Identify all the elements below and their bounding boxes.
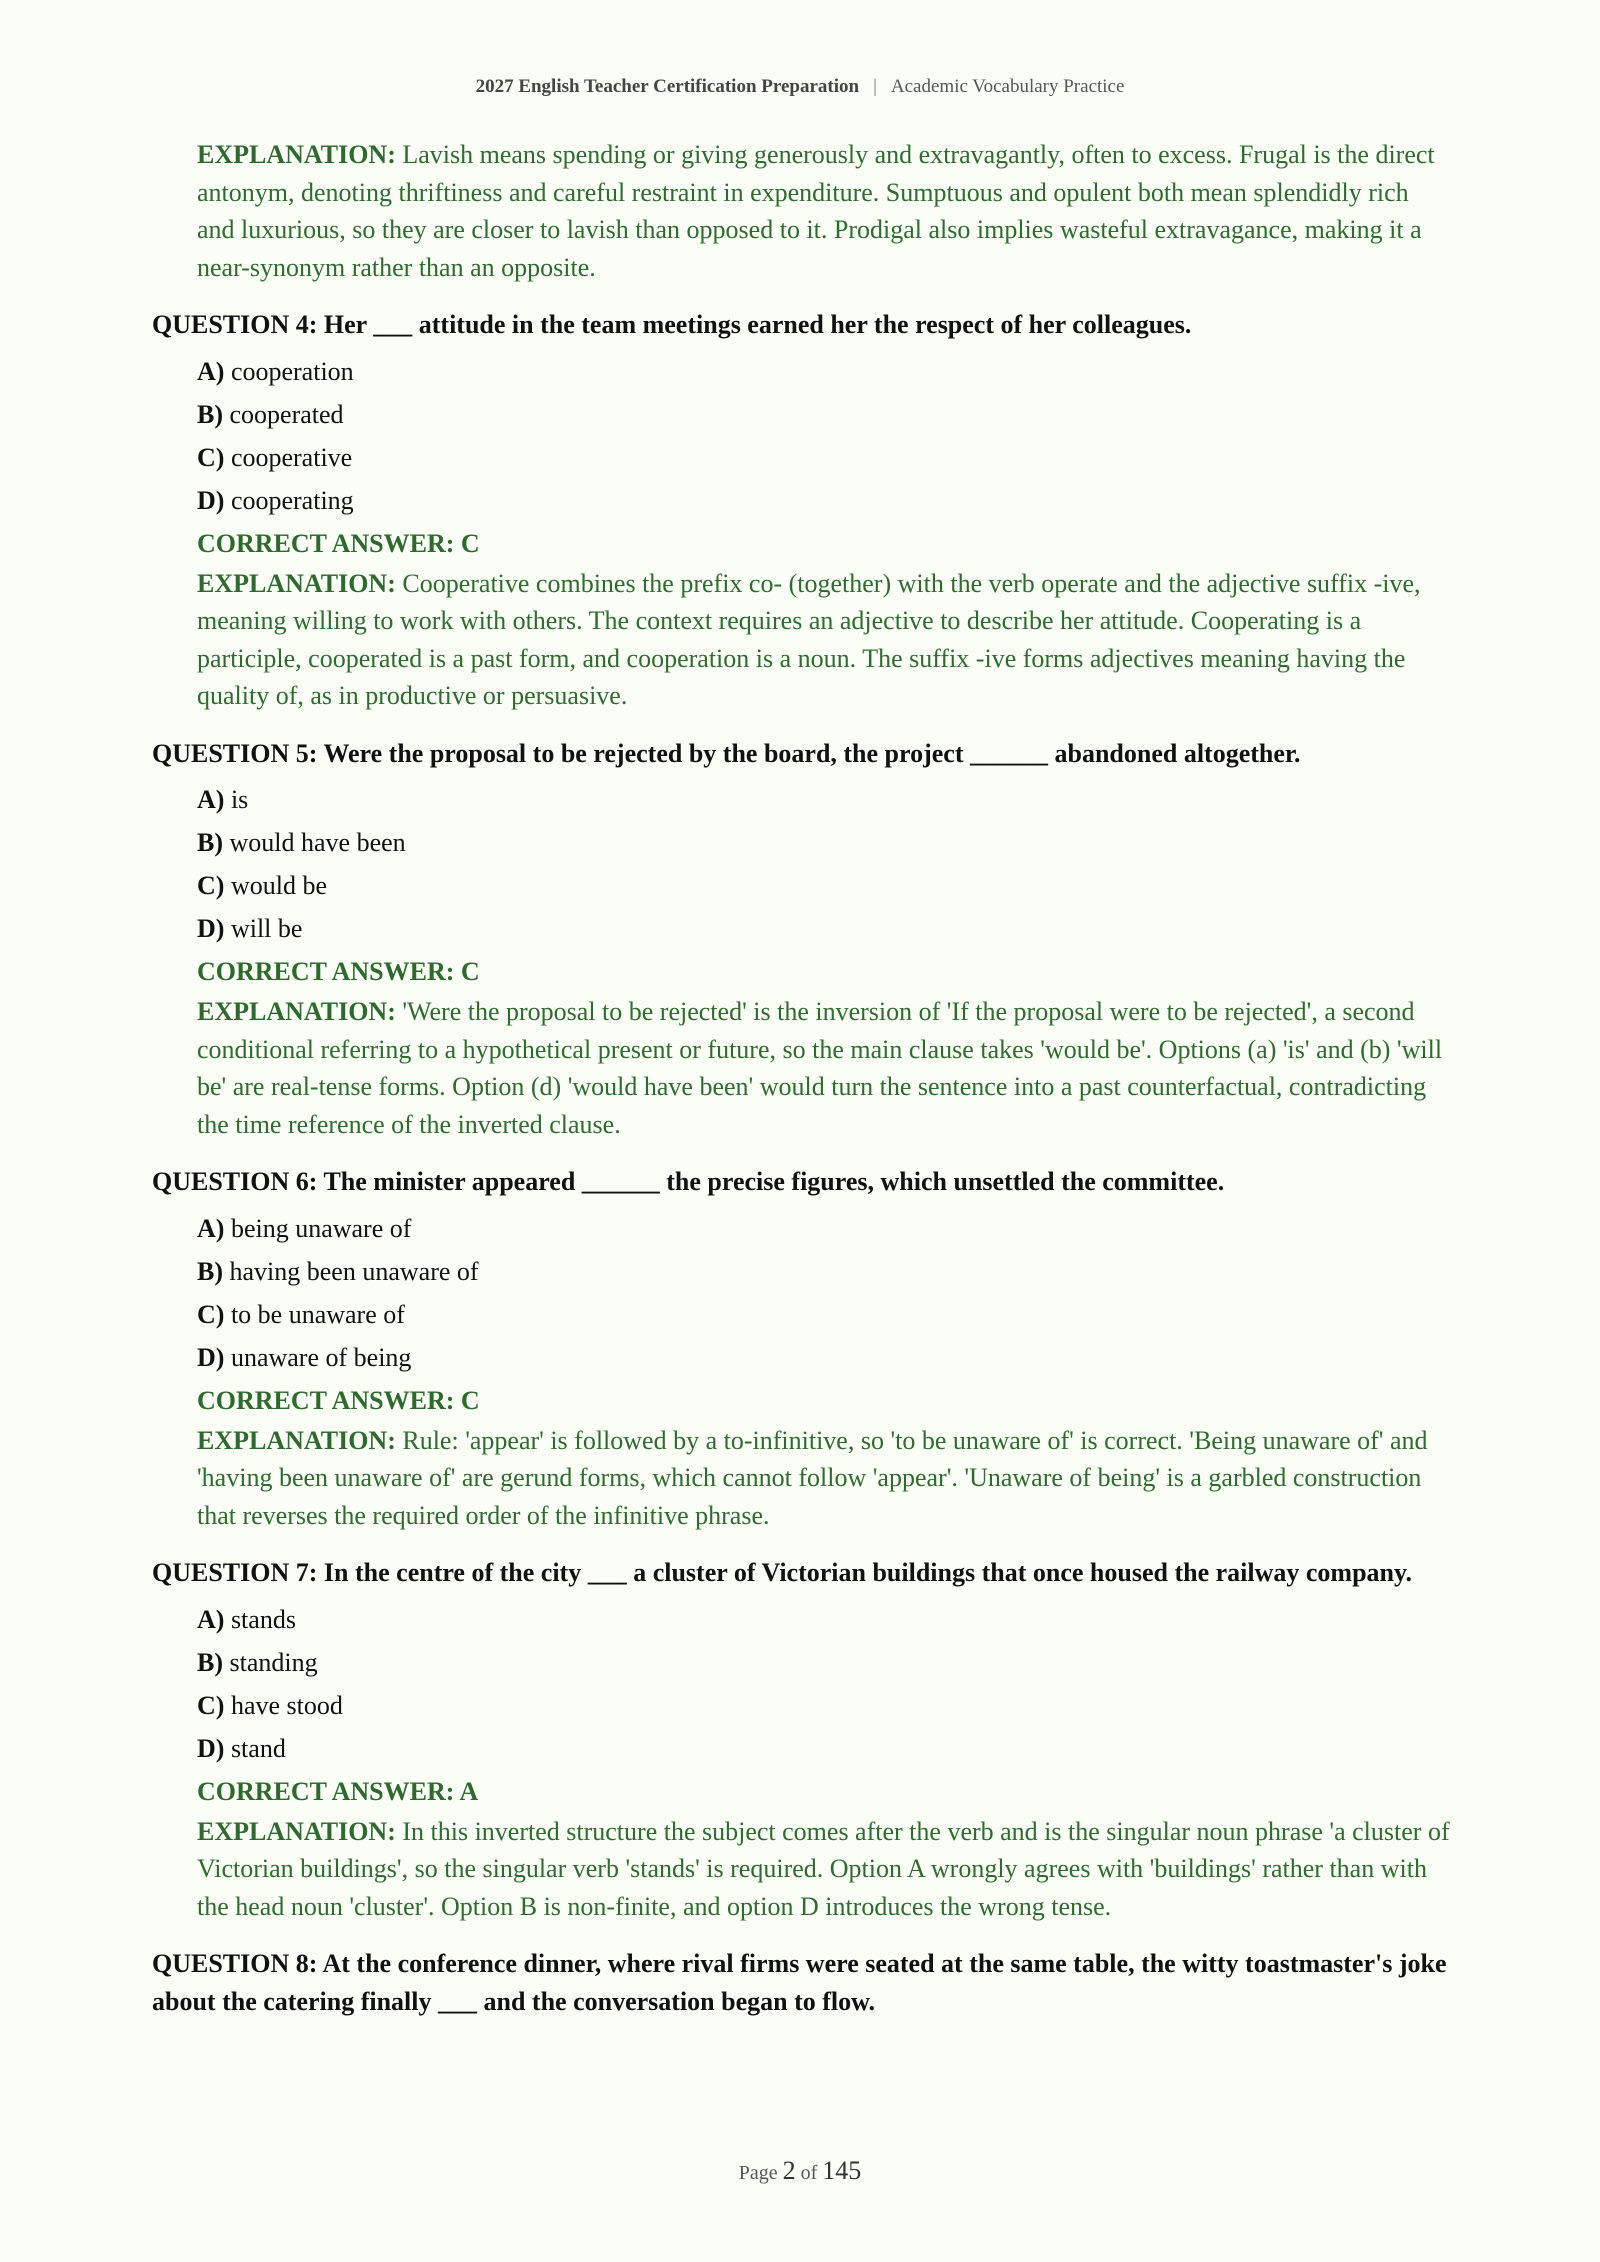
option-text: have stood <box>230 1690 343 1720</box>
option-d <box>197 907 1452 950</box>
question-label: QUESTION 4: <box>152 310 318 339</box>
option-a <box>197 350 1452 393</box>
question-label: QUESTION 8: <box>152 1949 318 1978</box>
explanation-label: EXPLANATION: <box>197 140 396 169</box>
option-b <box>197 1250 1452 1293</box>
option-text: standing <box>229 1647 318 1677</box>
explanation-text: Cooperative combines the prefix co- (together) with the verb operate and the adjective suffix -ive, meaning willing to work with others. The context requires an adjective to describe her attitude. Cooperating is a participle, cooperated is a past form, and cooperation is a noun. The suffix -ive forms adjectives meaning having the quality of, as in productive or persuasive. <box>197 568 1421 710</box>
option-letter: D) <box>197 1733 225 1763</box>
explanation-question-4 <box>197 565 1452 715</box>
page-footer <box>0 2156 1600 2186</box>
explanation-text: Rule: 'appear' is followed by a to-infinitive, so 'to be unaware of' is correct. 'Being unaware of' and 'having been unaware of' are gerund forms, which cannot follow 'appear'. 'Unaware of being' is a garbled construction that reverses the required order of the infinitive phrase. <box>197 1425 1428 1530</box>
correct-answer-question-5: CORRECT ANSWER: C <box>197 957 480 986</box>
option-letter: C) <box>197 1690 225 1720</box>
explanation-text: In this inverted structure the subject comes after the verb and is the singular noun phrase 'a cluster of Victorian buildings', so the singular verb 'stands' is required. Option A wrongly agrees with 'buildings' rather than with the head noun 'cluster'. Option B is non-finite, and option D introduces the wrong tense. <box>197 1816 1450 1921</box>
option-letter: D) <box>197 1342 225 1372</box>
explanation-question-5 <box>197 993 1452 1143</box>
of-word: of <box>800 2162 818 2184</box>
options-question-7 <box>197 1598 1452 1770</box>
explanation-text: 'Were the proposal to be rejected' is the inversion of 'If the proposal were to be rejected', a second conditional referring to a hypothetical present or future, so the main clause takes 'would be'. Options (a) 'is' and (b) 'will be' are real-tense forms. Option (d) 'would have been' would turn the sentence into a past counterfactual, contradicting the time reference of the inverted clause. <box>197 997 1443 1139</box>
option-letter: C) <box>197 871 225 900</box>
option-a <box>197 778 1452 821</box>
option-letter: D) <box>197 485 225 515</box>
option-text: cooperated <box>229 399 344 429</box>
option-text: unaware of being <box>230 1342 412 1372</box>
question-6 <box>152 1163 1452 1201</box>
option-letter: B) <box>197 399 223 429</box>
question-5 <box>152 735 1452 773</box>
option-letter: A) <box>197 1604 225 1634</box>
question-label: QUESTION 7: <box>152 1558 318 1587</box>
page-word: Page <box>738 2162 778 2184</box>
question-7 <box>152 1554 1452 1592</box>
option-c <box>197 436 1452 479</box>
option-a <box>197 1207 1452 1250</box>
correct-answer-question-7: CORRECT ANSWER: A <box>197 1776 479 1806</box>
options-question-4 <box>197 350 1452 522</box>
explanation-label: EXPLANATION: <box>197 568 396 598</box>
option-b <box>197 821 1452 864</box>
option-letter: A) <box>197 785 225 814</box>
option-text: would have been <box>229 828 406 857</box>
option-letter: C) <box>197 1299 225 1329</box>
option-b <box>197 1641 1452 1684</box>
option-d <box>197 479 1452 522</box>
explanation-question-6 <box>197 1422 1452 1535</box>
option-text: is <box>230 785 249 814</box>
option-text: cooperative <box>230 442 353 472</box>
option-d <box>197 1727 1452 1770</box>
correct-answer-question-6: CORRECT ANSWER: C <box>197 1385 480 1415</box>
explanation-text: Lavish means spending or giving generously and extravagantly, often to excess. Frugal is the direct antonym, denoting thriftiness and careful restraint in expenditure. Sumptuous and opulent both mean splendidly rich and luxurious, so they are closer to lavish than opposed to it. Prodigal also implies wasteful extravagance, making it a near-synonym rather than an opposite. <box>197 140 1435 282</box>
option-a <box>197 1598 1452 1641</box>
page-content <box>152 136 1452 2026</box>
explanation-label: EXPLANATION: <box>197 1816 396 1846</box>
question-label: QUESTION 5: <box>152 738 318 768</box>
option-letter: D) <box>197 914 225 943</box>
question-text: Were the proposal to be rejected by the board, the project ______ abandoned altogether. <box>323 738 1301 768</box>
page-number: 2 <box>782 2156 796 2185</box>
header-series-title: 2027 English Teacher Certification Preparation <box>475 76 860 97</box>
options-question-6 <box>197 1207 1452 1379</box>
option-letter: A) <box>197 1213 225 1243</box>
option-text: will be <box>230 914 303 943</box>
explanation-label: EXPLANATION: <box>197 1425 396 1455</box>
correct-answer-question-4: CORRECT ANSWER: C <box>197 528 480 558</box>
options-question-5 <box>197 778 1452 950</box>
option-text: having been unaware of <box>229 1256 479 1286</box>
option-letter: B) <box>197 828 223 857</box>
question-label: QUESTION 6: <box>152 1167 318 1196</box>
question-text: At the conference dinner, where rival firms were seated at the same table, the witty toastmaster's joke about the catering finally ___ and the conversation began to flow. <box>152 1949 1447 2016</box>
option-letter: A) <box>197 356 225 386</box>
option-c <box>197 864 1452 907</box>
header-subtitle: Academic Vocabulary Practice <box>890 76 1125 97</box>
option-letter: B) <box>197 1256 223 1286</box>
option-c <box>197 1684 1452 1727</box>
header-separator: | <box>873 76 877 97</box>
total-pages: 145 <box>822 2156 862 2185</box>
option-letter: B) <box>197 1647 223 1677</box>
option-letter: C) <box>197 442 225 472</box>
explanation-question-3 <box>197 136 1452 286</box>
option-text: cooperating <box>230 485 354 515</box>
explanation-label: EXPLANATION: <box>197 997 396 1026</box>
explanation-question-7 <box>197 1813 1452 1926</box>
option-d <box>197 1336 1452 1379</box>
option-text: stands <box>230 1604 296 1634</box>
question-8 <box>152 1945 1452 2020</box>
question-text: The minister appeared ______ the precise figures, which unsettled the committee. <box>323 1167 1225 1196</box>
question-text: In the centre of the city ___ a cluster of Victorian buildings that once housed the railway company. <box>323 1558 1413 1587</box>
option-text: being unaware of <box>230 1213 412 1243</box>
question-text: Her ___ attitude in the team meetings earned her the respect of her colleagues. <box>323 310 1192 339</box>
option-c <box>197 1293 1452 1336</box>
option-text: cooperation <box>230 356 354 386</box>
option-text: stand <box>230 1733 286 1763</box>
option-text: would be <box>230 871 327 900</box>
option-b <box>197 393 1452 436</box>
question-4 <box>152 306 1452 344</box>
page-header <box>0 76 1600 98</box>
option-text: to be unaware of <box>230 1299 405 1329</box>
